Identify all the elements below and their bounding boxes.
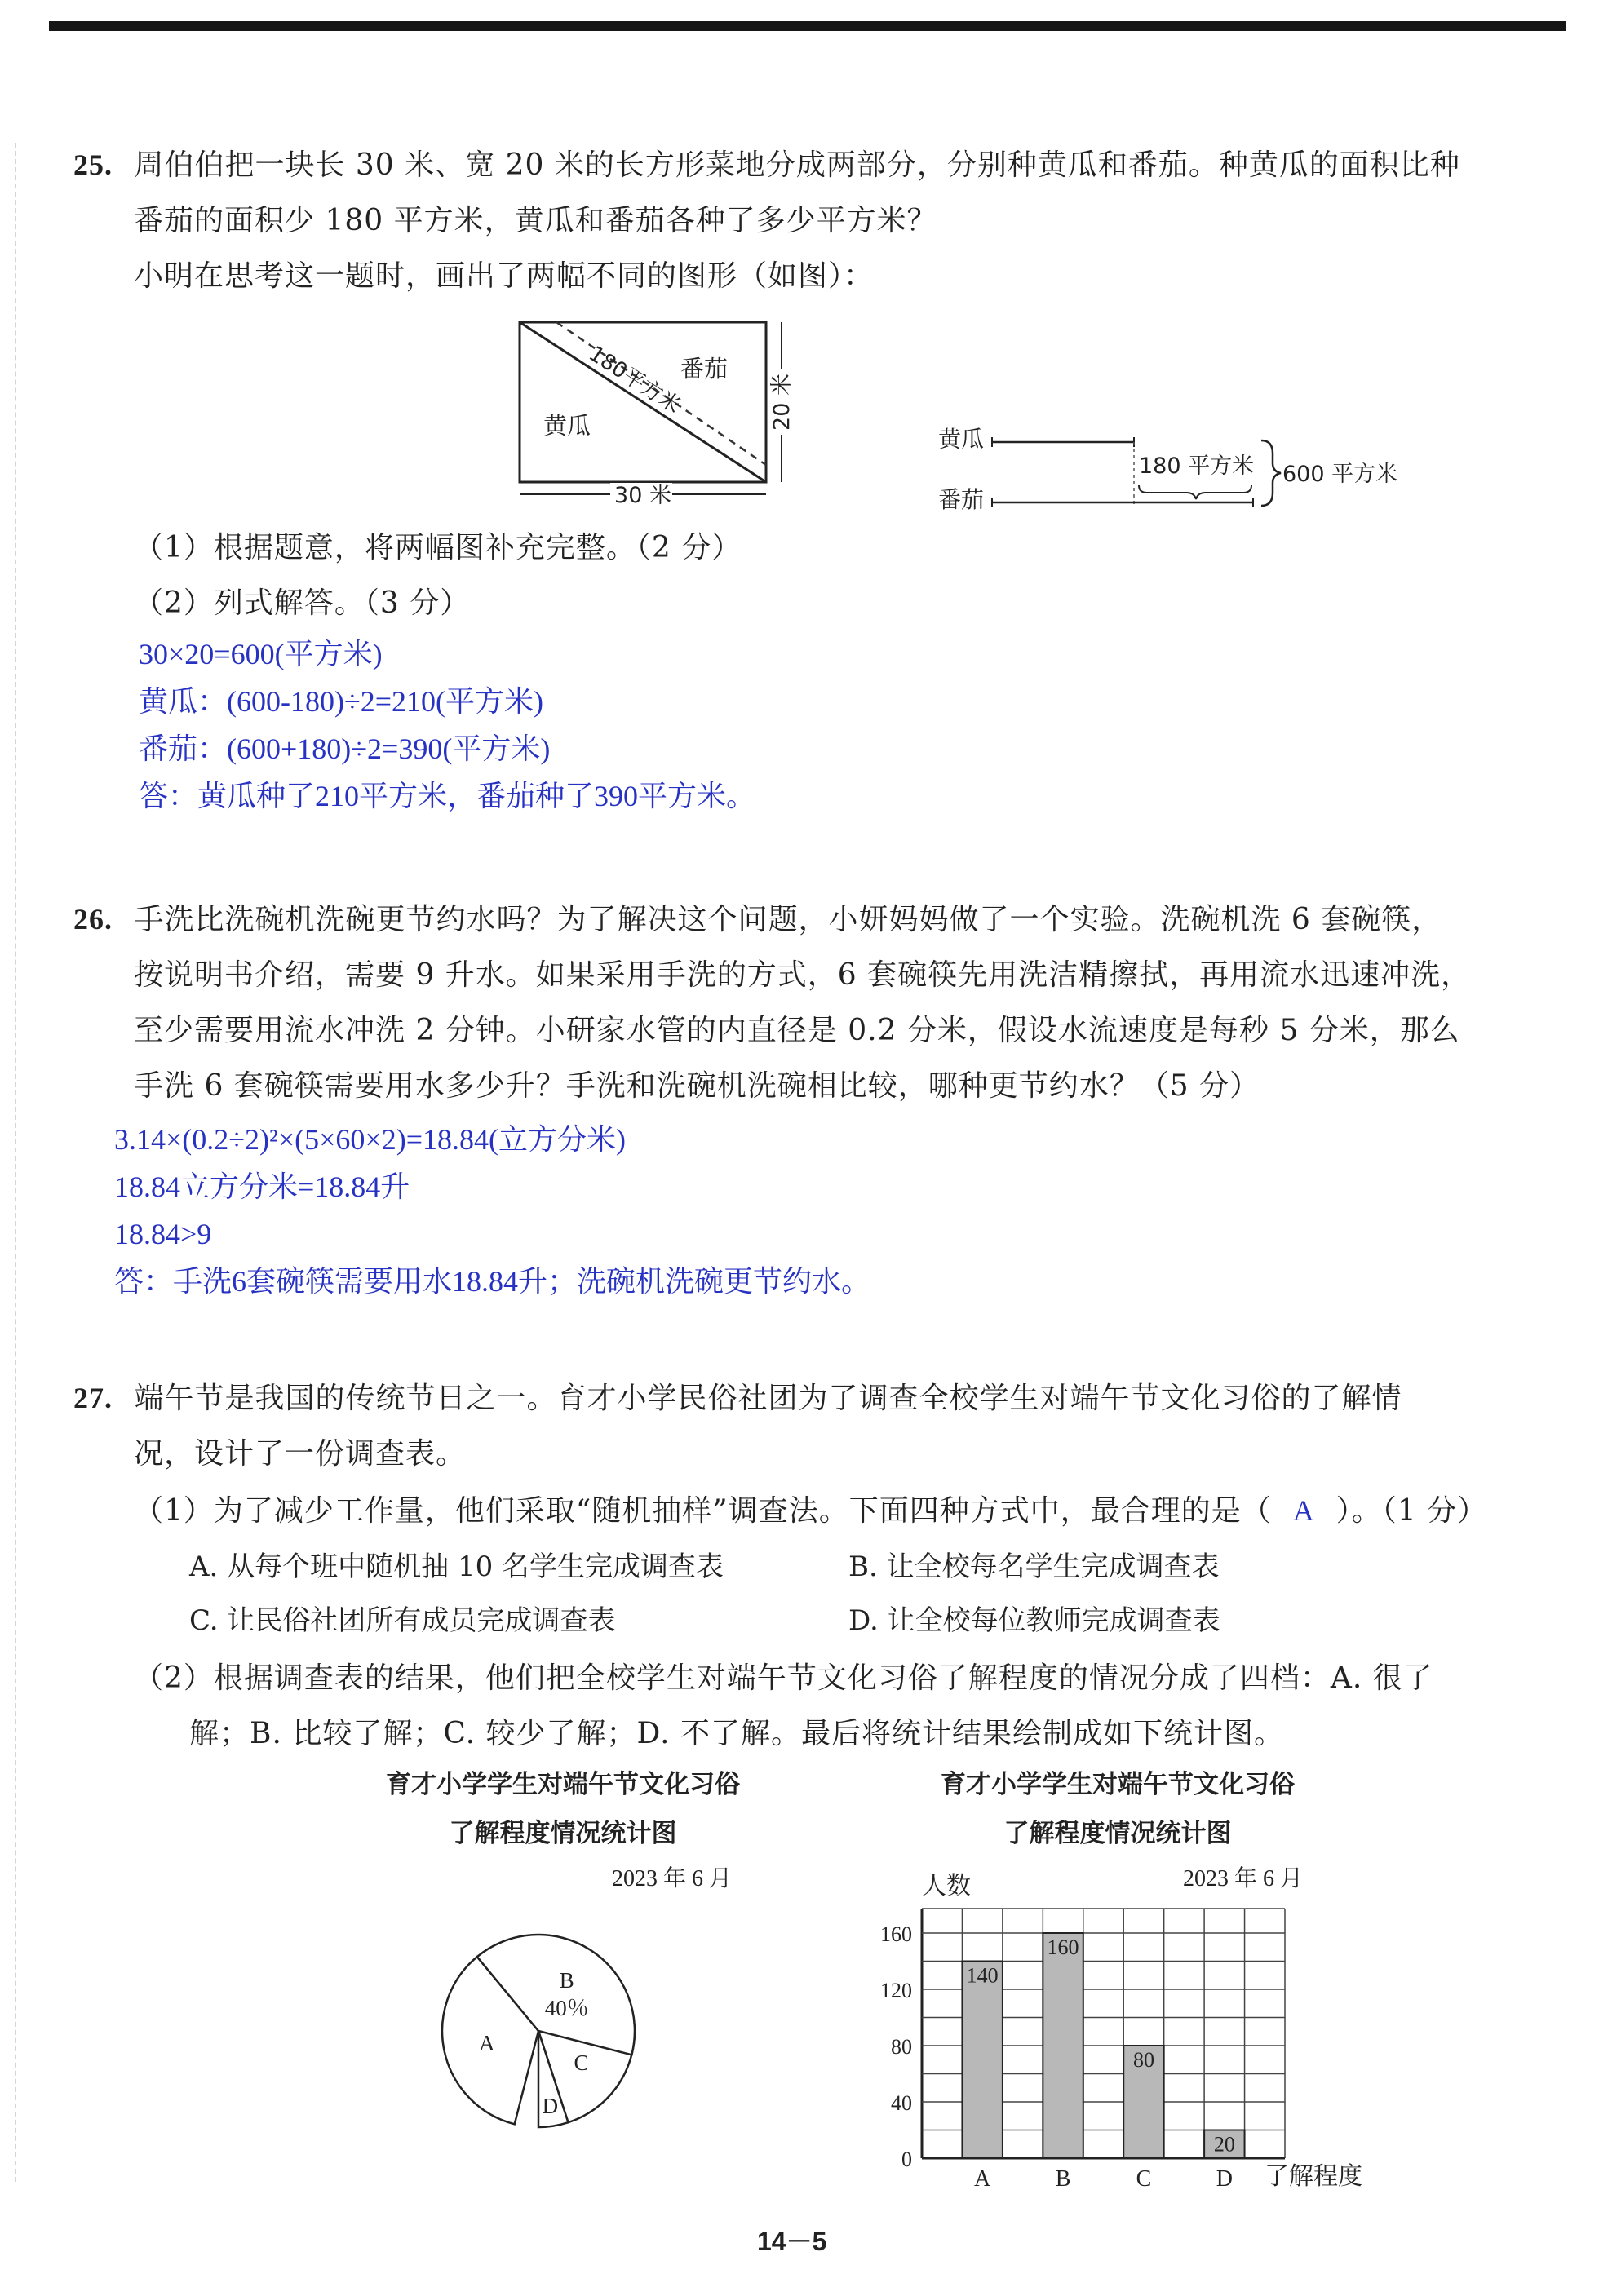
q25-answer-line: 番茄：(600+180)÷2=390(平方米): [139, 732, 551, 765]
diagonal-line: [520, 322, 766, 482]
q25-answer-line: 黄瓜：(600-180)÷2=210(平方米): [139, 685, 544, 718]
bar-ytick-label: 80: [891, 2035, 912, 2059]
bar-chart: [848, 1762, 1371, 2202]
total-label: 600 平方米: [1282, 462, 1398, 487]
line-label-cucumber: 黄瓜: [938, 426, 985, 453]
q25-answers: [139, 630, 755, 820]
q27-sub2-line2: 解；B. 比较了解；C. 较少了解；D. 不了解。最后将统计结果绘制成如下统计图。: [189, 1717, 1284, 1750]
q25-sub2: （2）列式解答。（3 分）: [134, 586, 471, 620]
q27-line2: 况，设计了一份调查表。: [134, 1437, 467, 1471]
bar-category-label: D: [1216, 2166, 1233, 2192]
pie-chart-date: 2023 年 6 月: [612, 1866, 733, 1891]
bar-category-label: B: [1055, 2166, 1071, 2192]
difference-label: 180 平方米: [1139, 453, 1255, 479]
q27-sub1-answer: A: [1292, 1494, 1315, 1527]
label-cucumber: 黄瓜: [543, 412, 591, 440]
label-tomato: 番茄: [680, 355, 729, 383]
q25-number: 25.: [73, 148, 113, 181]
q25-text: [73, 137, 1542, 304]
bar-value-label: 140: [966, 1963, 999, 1988]
q26-line: 手洗比洗碗机洗碗更节约水吗？为了解决这个问题，小妍妈妈做了一个实验。洗碗机洗 6 套碗筷，: [134, 903, 1442, 936]
bar-b: [1043, 1933, 1083, 2158]
pie-chart-subtitle: 了解程度情况统计图: [449, 1819, 677, 1848]
page-number: 14－5: [757, 2227, 827, 2256]
bar-chart-date: 2023 年 6 月: [1183, 1866, 1304, 1891]
bar-category-label: A: [974, 2166, 991, 2192]
top-rule: [49, 21, 1566, 31]
option-b: B. 让全校每名学生完成调查表: [848, 1551, 1220, 1583]
q26-answer-line: 答：手洗6套碗筷需要用水18.84升；洗碗机洗碗更节约水。: [114, 1265, 871, 1298]
bar-chart-ylabel: 人数: [922, 1872, 971, 1900]
q25-answer-line: 30×20=600(平方米): [139, 638, 383, 670]
q26-line: 按说明书介绍，需要 9 升水。如果采用手洗的方式，6 套碗筷先用洗洁精擦拭，再用流水迅速冲洗，: [134, 958, 1472, 992]
bar-ytick-label: 120: [880, 1979, 912, 2002]
option-a: A. 从每个班中随机抽 10 名学生完成调查表: [189, 1551, 724, 1583]
total-brace: [1261, 440, 1281, 506]
q25-line2: 番茄的面积少 180 平方米，黄瓜和番茄各种了多少平方米？: [134, 204, 937, 237]
q26-answer-line: 18.84立方分米=18.84升: [114, 1170, 410, 1203]
bar-chart-subtitle: 了解程度情况统计图: [1003, 1819, 1232, 1848]
q26-number: 26.: [73, 903, 113, 936]
diag-area-label: 180平方米: [584, 341, 685, 419]
pie-chart-title: 育才小学学生对端午节文化习俗: [386, 1770, 740, 1799]
q27-text: [73, 1370, 1558, 1482]
line-segment-diagram: [930, 408, 1420, 522]
q26-line: 至少需要用流水冲洗 2 分钟。小研家水管的内直径是 0.2 分米，假设水流速度是每秒 5 分米，那么: [134, 1014, 1460, 1047]
difference-brace: [1139, 485, 1251, 499]
pie-percent-b: 40％: [544, 1996, 589, 2021]
pie-label-d: D: [542, 2093, 559, 2118]
pie-chart: [343, 1762, 800, 2153]
pie-label-b: B: [559, 1968, 574, 1993]
q26-text: [73, 891, 1558, 1114]
bar-chart-xlabel: 了解程度: [1265, 2162, 1362, 2191]
bar-ytick-label: 160: [880, 1922, 912, 1946]
bar-value-label: 80: [1132, 2048, 1154, 2072]
q27-line1: 端午节是我国的传统节日之一。育才小学民俗社团为了调查全校学生对端午节文化习俗的了解情: [134, 1382, 1402, 1415]
bar-value-label: 20: [1213, 2132, 1235, 2157]
q25-answer-line: 答：黄瓜种了210平方米，番茄种了390平方米。: [139, 780, 756, 812]
q27-sub1-tail: ）。（1 分）: [1335, 1494, 1488, 1528]
pie-slices: [442, 1935, 635, 2127]
bar-ytick-label: 40: [891, 2091, 912, 2115]
line-label-tomato: 番茄: [938, 486, 985, 513]
q26-answer-line: 18.84>9: [114, 1218, 212, 1250]
q26-answer-line: 3.14×(0.2÷2)²×(5×60×2)=18.84(立方分米): [114, 1123, 626, 1156]
bar-value-label: 160: [1047, 1935, 1079, 1959]
bar-ytick-label: 0: [901, 2148, 912, 2171]
q27-sub2-line1: （2）根据调查表的结果，他们把全校学生对端午节文化习俗了解程度的情况分成了四档：A. 很了: [134, 1661, 1433, 1695]
q27-sub1-text: （1）为了减少工作量，他们采取“随机抽样”调查法。下面四种方式中，最合理的是（: [134, 1494, 1272, 1528]
q25-line1: 周伯伯把一块长 30 米、宽 20 米的长方形菜地分成两部分，分别种黄瓜和番茄。种黄瓜的面积比种: [134, 148, 1460, 182]
option-c: C. 让民俗社团所有成员完成调查表: [189, 1604, 616, 1637]
pie-label-a: A: [478, 2031, 495, 2056]
q25-sub1: （1）根据题意，将两幅图补充完整。（2 分）: [134, 531, 742, 564]
bar-chart-title: 育才小学学生对端午节文化习俗: [941, 1770, 1295, 1799]
binding-margin-line: [15, 143, 16, 2182]
bar-a: [962, 1962, 1002, 2159]
q27-sub1: [134, 1483, 1487, 1539]
height-label: 20 米: [769, 374, 795, 431]
option-d: D. 让全校每位教师完成调查表: [848, 1604, 1220, 1637]
q27-sub2: [134, 1651, 1570, 1762]
rectangle-diagram: [506, 310, 816, 522]
q25-line3: 小明在思考这一题时，画出了两幅不同的图形（如图）：: [134, 259, 875, 293]
pie-label-c: C: [574, 2050, 589, 2076]
q26-line: 手洗 6 套碗筷需要用水多少升？手洗和洗碗机洗碗相比较，哪种更节约水？（5 分）: [134, 1069, 1260, 1103]
q27-number: 27.: [73, 1382, 113, 1414]
bar-category-label: C: [1136, 2166, 1152, 2192]
q26-answers: [114, 1116, 870, 1305]
width-label: 30 米: [614, 483, 671, 508]
